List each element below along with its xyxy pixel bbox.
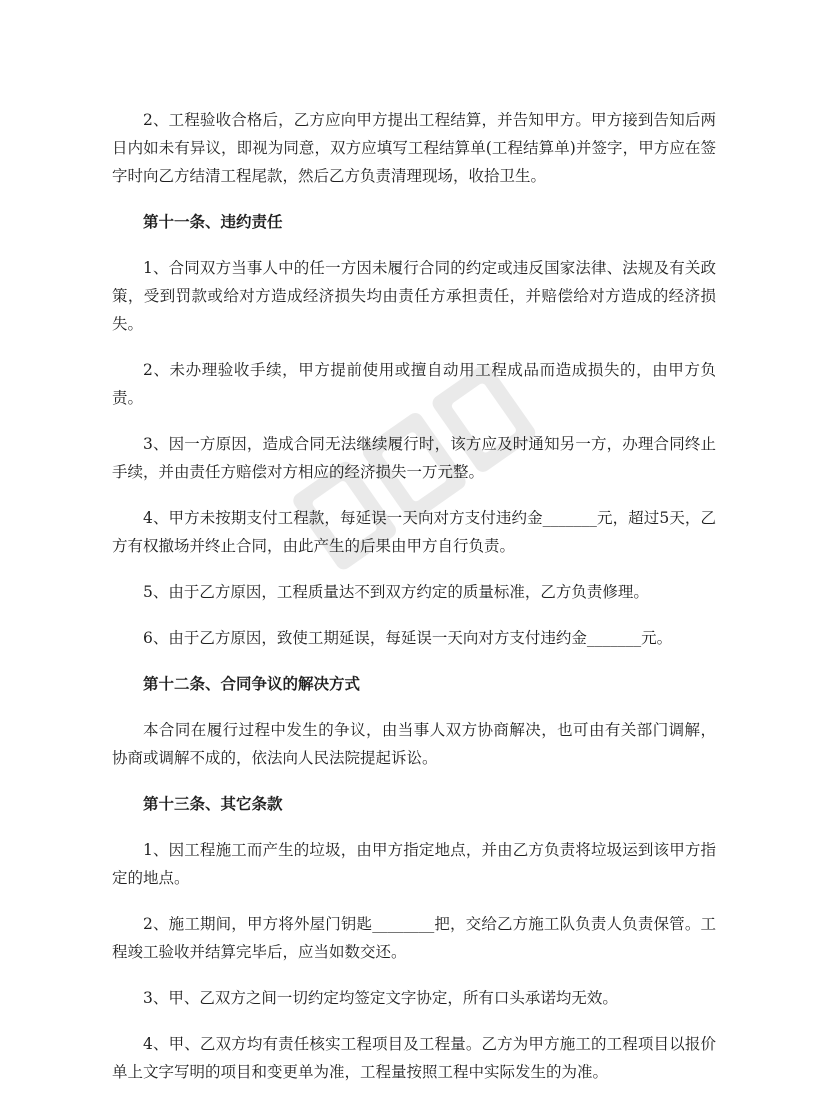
article-11-heading: 第十一条、违约责任 (143, 211, 283, 231)
article-13-clause-2: 2、施工期间，甲方将外屋门钥匙________把，交给乙方施工队负责人负责保管。工程竣工验收并结算完毕后，应当如数交还。 (112, 914, 716, 961)
article-11-clause-4: 4、甲方未按期支付工程款，每延误一天向对方支付违约金_______元，超过5天，乙方有权撤场并终止合同，由此产生的后果由甲方自行负责。 (112, 508, 716, 555)
article-11-clause-6: 6、由于乙方原因，致使工期延误，每延误一天向对方支付违约金_______元。 (143, 628, 673, 647)
article-11-clause-1: 1、合同双方当事人中的任一方因未履行合同的约定或违反国家法律、法规及有关政策，受到罚款或给对方造成经济损失均由责任方承担责任，并赔偿给对方造成的经济损失。 (112, 258, 716, 333)
article-13-heading: 第十三条、其它条款 (143, 793, 283, 813)
document-page (112, 90, 716, 1104)
article-11-clause-3: 3、因一方原因，造成合同无法继续履行时，该方应及时通知另一方，办理合同终止手续，并由责任方赔偿对方相应的经济损失一万元整。 (112, 434, 716, 481)
paragraph-completion-settlement: 2、工程验收合格后，乙方应向甲方提出工程结算，并告知甲方。甲方接到告知后两日内如未有异议，即视为同意，双方应填写工程结算单(工程结算单)并签字，甲方应在签字时向乙方结清工程尾款，然后乙方负责清理现场，收拾卫生。 (112, 110, 716, 185)
article-13-clause-4: 4、甲、乙双方均有责任核实工程项目及工程量。乙方为甲方施工的工程项目以报价单上文字写明的项目和变更单为准，工程量按照工程中实际发生的为准。 (112, 1034, 716, 1081)
article-12-clause: 本合同在履行过程中发生的争议，由当事人双方协商解决，也可由有关部门调解，协商或调解不成的，依法向人民法院提起诉讼。 (112, 720, 716, 767)
article-13-clause-1: 1、因工程施工而产生的垃圾，由甲方指定地点，并由乙方负责将垃圾运到该甲方指定的地点。 (112, 840, 716, 887)
article-12-heading: 第十二条、合同争议的解决方式 (143, 673, 361, 693)
article-11-clause-2: 2、未办理验收手续，甲方提前使用或擅自动用工程成品而造成损失的，由甲方负责。 (112, 360, 716, 407)
article-13-clause-3: 3、甲、乙双方之间一切约定均签定文字协定，所有口头承诺均无效。 (143, 988, 618, 1007)
article-11-clause-5: 5、由于乙方原因，工程质量达不到双方约定的质量标准，乙方负责修理。 (143, 582, 649, 601)
